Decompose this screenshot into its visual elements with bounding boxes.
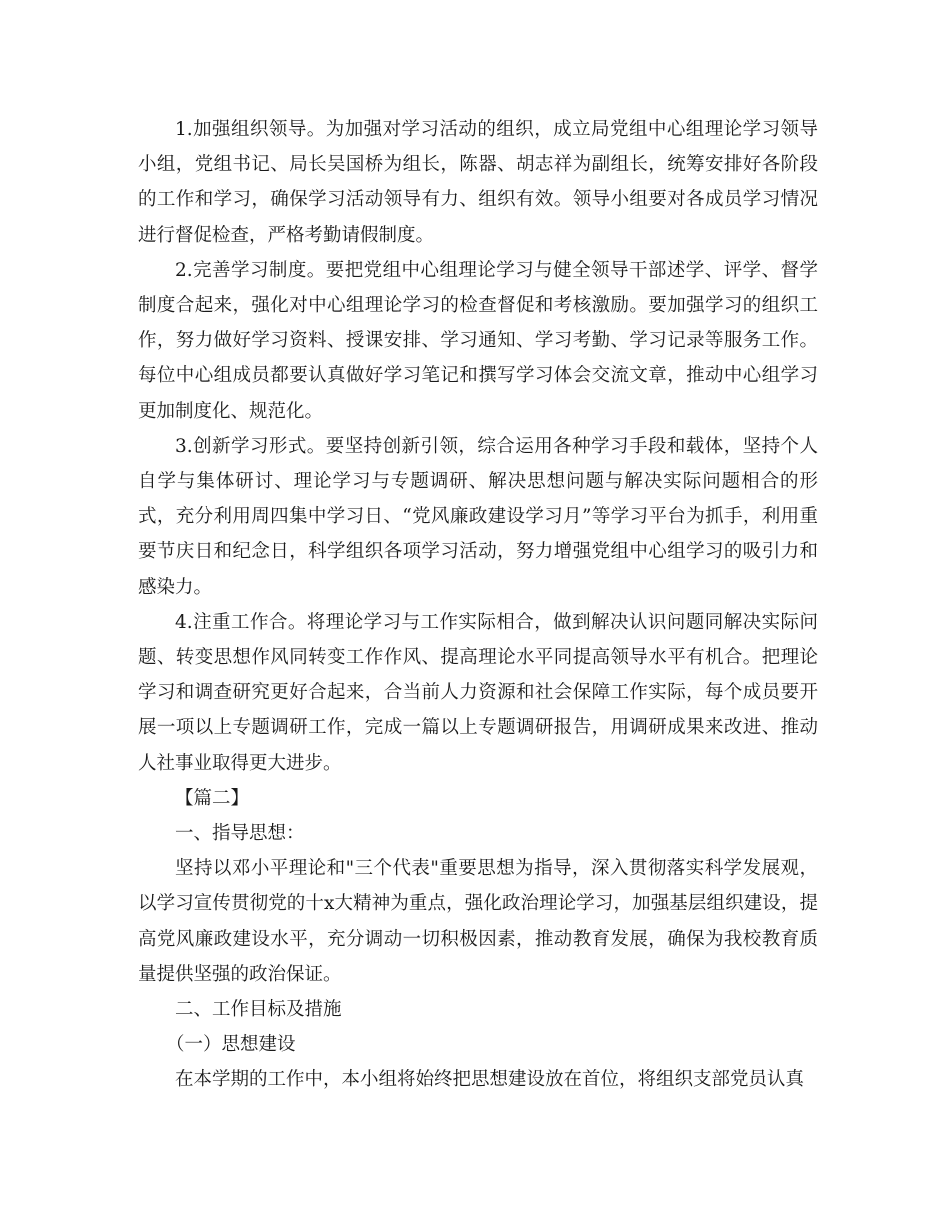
paragraph-study-system: 2.完善学习制度。要把党组中心组理论学习与健全领导干部述学、评学、督学制度合起来，强化对中心组理论学习的检查督促和考核激励。要加强学习的组织工作，努力做好学习资料、授课安排、学习通知、学习考勤、学习记录等服务工作。每位中心组成员都要认真做好学习笔记和撰写学习体会交流文章，推动中心组学习更加制度化、规范化。 (138, 259, 818, 422)
paragraph-ideological-building: 在本学期的工作中，本小组将始终把思想建设放在首位，将组织支部党员认真 (175, 1069, 805, 1091)
subsection-heading-ideological-building: （一）思想建设 (166, 1034, 296, 1056)
section-heading-part-two: 【篇二】 (175, 787, 250, 809)
section-heading-guiding-ideology: 一、指导思想： (175, 823, 305, 845)
document-body (138, 112, 818, 1098)
section-heading-goals-measures: 二、工作目标及措施 (175, 999, 342, 1021)
paragraph-study-format: 3.创新学习形式。要坚持创新引领，综合运用各种学习手段和载体，坚持个人自学与集体研讨、理论学习与专题调研、解决思想问题与解决实际问题相合的形式，充分利用周四集中学习日、“党风廉政建设学习月”等学习平台为抓手，利用重要节庆日和纪念日，科学组织各项学习活动，努力增强党组中心组学习的吸引力和感染力。 (138, 435, 818, 598)
paragraph-organization-leadership: 1.加强组织领导。为加强对学习活动的组织，成立局党组中心组理论学习领导小组，党组书记、局长吴国桥为组长，陈器、胡志祥为副组长，统筹安排好各阶段的工作和学习，确保学习活动领导有力、组织有效。领导小组要对各成员学习情况进行督促检查，严格考勤请假制度。 (138, 119, 818, 246)
paragraph-guiding-ideology: 坚持以邓小平理论和"三个代表"重要思想为指导，深入贯彻落实科学发展观，以学习宣传贯彻党的十x大精神为重点，强化政治理论学习，加强基层组织建设，提高党风廉政建设水平，充分调动一切积极因素，推动教育发展，确保为我校教育质量提供坚强的政治保证。 (138, 858, 818, 985)
paragraph-work-integration: 4.注重工作合。将理论学习与工作实际相合，做到解决认识问题同解决实际问题、转变思想作风同转变工作作风、提高理论水平同提高领导水平有机合。把理论学习和调查研究更好合起来，合当前人力资源和社会保障工作实际，每个成员要开展一项以上专题调研工作，完成一篇以上专题调研报告，用调研成果来改进、推动人社事业取得更大进步。 (138, 611, 818, 774)
